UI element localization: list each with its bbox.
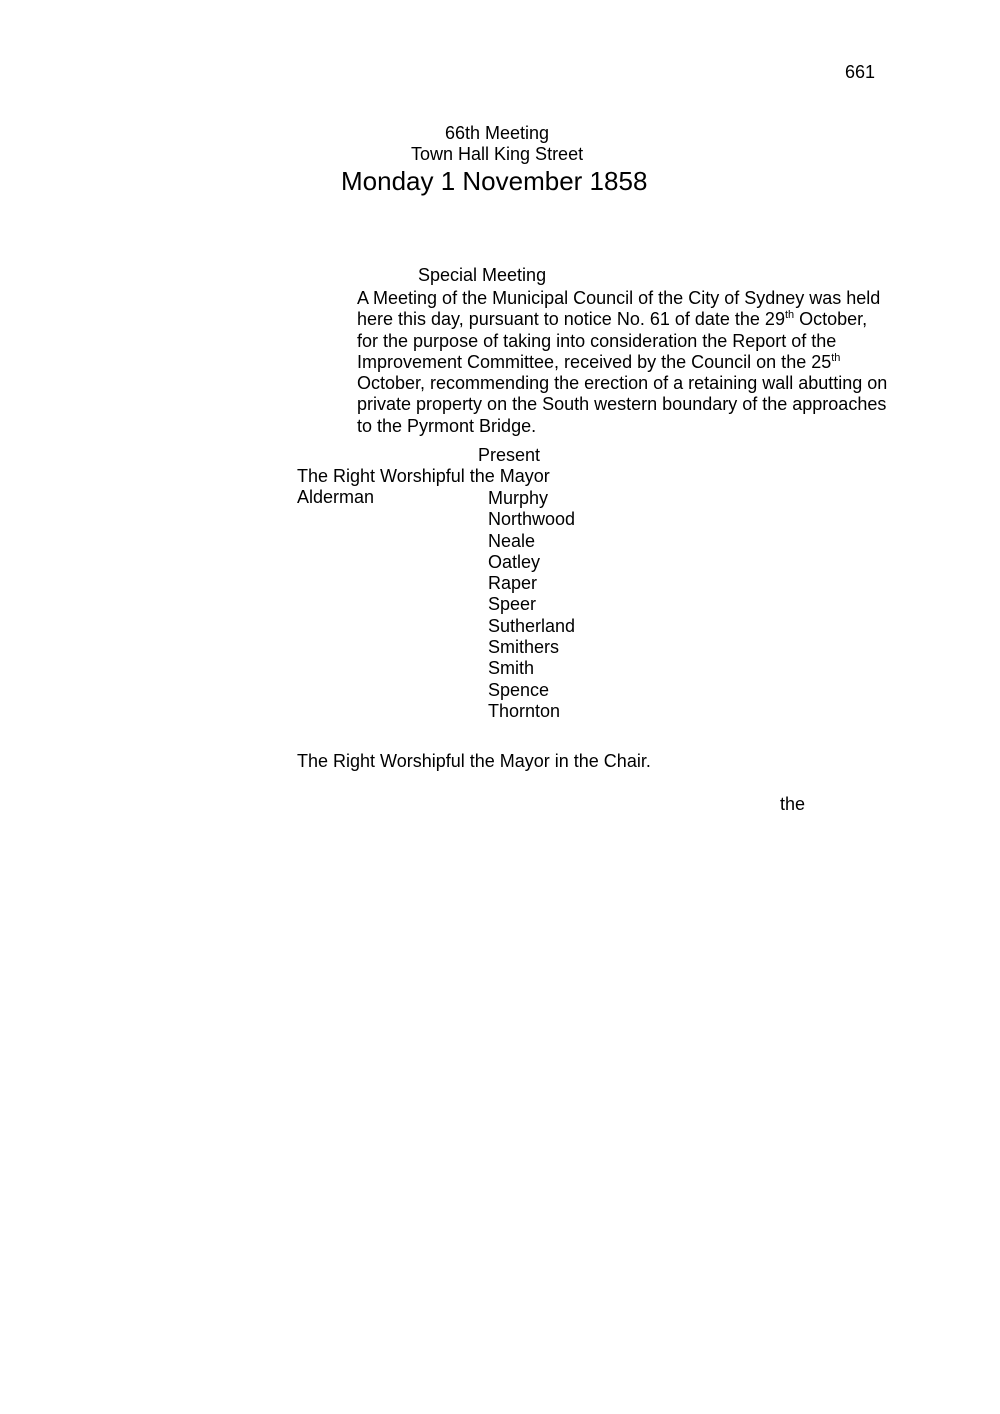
meeting-date: Monday 1 November 1858 (341, 166, 648, 196)
page-number: 661 (845, 62, 876, 82)
alderman-name: Sutherland (488, 615, 576, 636)
paragraph-line: October, recommending the erection of a retaining wall abutting on (357, 373, 888, 394)
alderman-name: Smithers (488, 637, 560, 658)
alderman-name: Murphy (488, 488, 549, 508)
aldermen-list (488, 488, 575, 722)
ordinal-suffix: th (784, 309, 795, 322)
chair-statement: The Right Worshipful the Mayor in the Chair. (297, 751, 651, 771)
line-text: October, (794, 309, 868, 330)
paragraph-line: to the Pyrmont Bridge. (357, 415, 537, 436)
paragraph-line (357, 352, 912, 373)
paragraph-line (357, 309, 912, 330)
alderman-name: Raper (488, 573, 538, 594)
catchword: the (780, 794, 806, 814)
special-meeting-heading: Special Meeting (418, 265, 547, 285)
alderman-name: Northwood (488, 509, 576, 530)
alderman-name: Smith (488, 658, 535, 679)
paragraph-line: private property on the South western boundary of the approaches (357, 394, 887, 415)
line-text: Improvement Committee, received by the Council on the 25 (357, 351, 832, 372)
paragraph-line: A Meeting of the Municipal Council of the City of Sydney was held (357, 288, 881, 308)
line-text: here this day, pursuant to notice No. 61 of date the 29 (357, 309, 785, 330)
mayor-attendee: The Right Worshipful the Mayor (297, 466, 550, 486)
meeting-venue: Town Hall King Street (411, 144, 584, 164)
meeting-paragraph (357, 288, 912, 437)
alderman-name: Neale (488, 530, 536, 551)
alderman-name: Oatley (488, 551, 541, 572)
alderman-name: Thornton (488, 700, 561, 721)
alderman-label: Alderman (297, 487, 375, 507)
alderman-name: Speer (488, 594, 537, 615)
meeting-number: 66th Meeting (445, 123, 550, 143)
ordinal-suffix: th (831, 351, 841, 364)
paragraph-line: for the purpose of taking into consideration the Report of the (357, 330, 837, 351)
present-heading: Present (478, 445, 541, 465)
alderman-name: Spence (488, 679, 550, 700)
